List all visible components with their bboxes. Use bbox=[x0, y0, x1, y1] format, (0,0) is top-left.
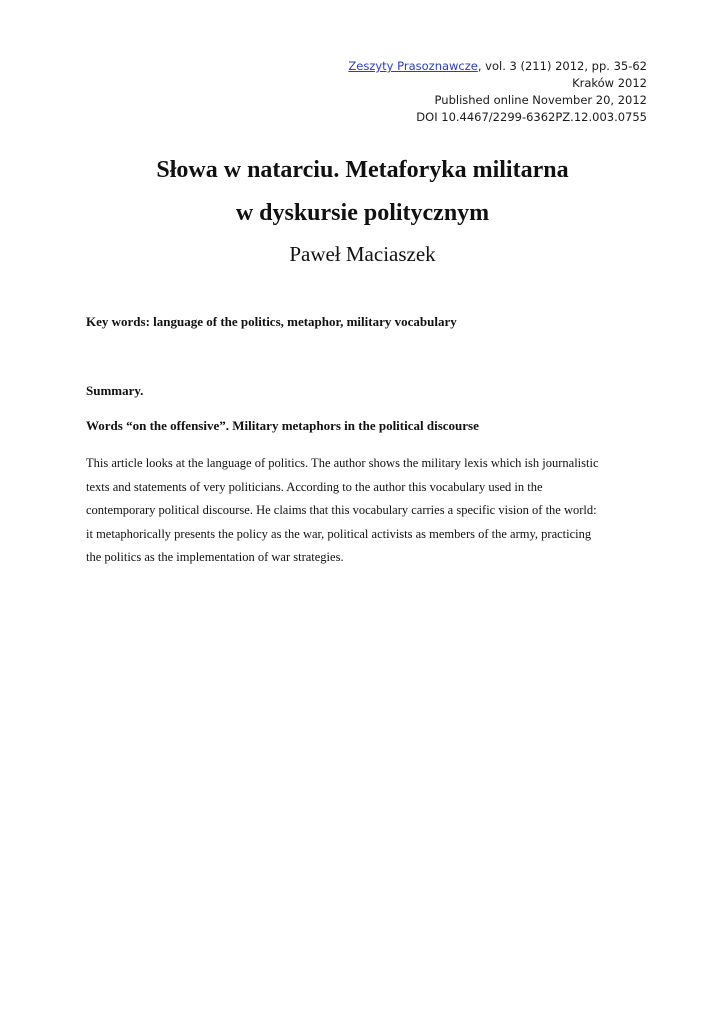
journal-link[interactable]: Zeszyty Prasoznawcze bbox=[348, 59, 478, 73]
article-title-line-1: Słowa w natarciu. Metaforyka militarna bbox=[156, 157, 569, 183]
author-name: Paweł Maciaszek bbox=[289, 242, 436, 266]
summary-line: texts and statements of very politicians. According to the author this vocabulary used in the bbox=[86, 479, 543, 494]
citation-line-journal bbox=[348, 58, 647, 75]
summary-line: it metaphorically presents the policy as the war, political activists as members of the army, practicing bbox=[86, 526, 592, 541]
citation-header bbox=[348, 58, 647, 126]
summary-line: contemporary political discourse. He claims that this vocabulary carries a specific vision of the world: bbox=[86, 503, 597, 517]
summary-paragraph bbox=[86, 452, 646, 570]
citation-place-year: Kraków 2012 bbox=[572, 76, 647, 90]
journal-volume-pages: , vol. 3 (211) 2012, pp. 35-62 bbox=[477, 59, 647, 73]
summary-line: the politics as the implementation of war strategies. bbox=[86, 550, 344, 564]
summary-heading: Summary. bbox=[86, 383, 144, 398]
summary-line: This article looks at the language of politics. The author shows the military lexis which ish journalistic bbox=[86, 456, 599, 470]
citation-published-date: Published online November 20, 2012 bbox=[434, 93, 647, 107]
citation-doi: DOI 10.4467/2299-6362PZ.12.003.0755 bbox=[416, 110, 647, 124]
article-title-line-2: w dyskursie politycznym bbox=[235, 200, 490, 226]
summary-title: Words “on the offensive”. Military metaphors in the political discourse bbox=[86, 418, 479, 433]
keywords: Key words: language of the politics, metaphor, military vocabulary bbox=[86, 314, 457, 329]
